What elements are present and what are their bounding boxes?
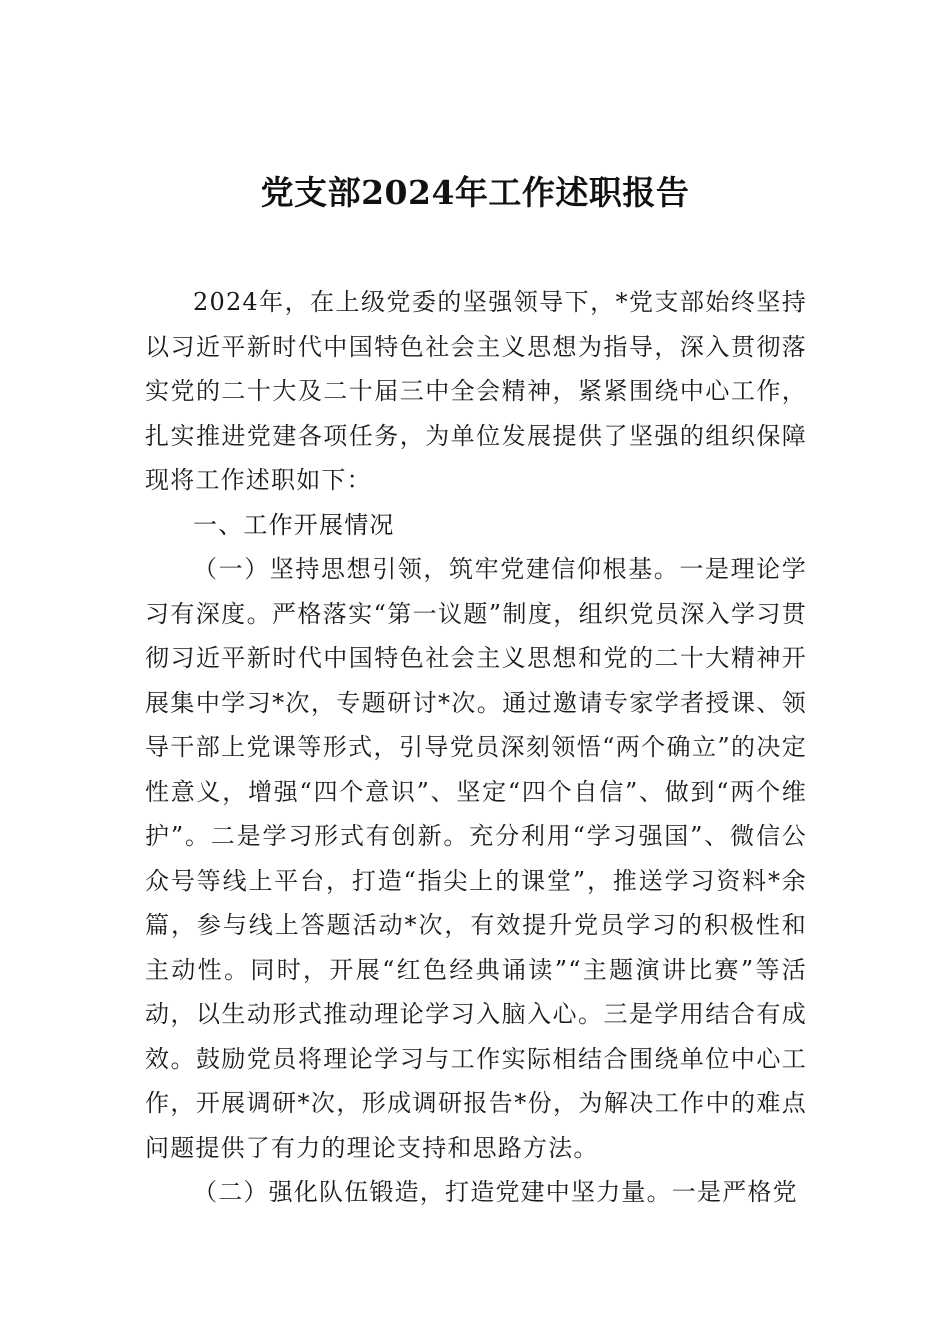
intro-paragraph: 2024年，在上级党委的坚强领导下，*党支部始终坚持以习近平新时代中国特色社会主义思想为指导，深入贯彻落实党的二十大及二十届三中全会精神，紧紧围绕中心工作，扎实推进党建各项任务，为单位发展提供了坚强的组织保障现将工作述职如下：	[145, 288, 807, 494]
document-body	[145, 280, 807, 1215]
paragraph-ideological-guidance: （一）坚持思想引领，筑牢党建信仰根基。一是理论学习有深度。严格落实“第一议题”制度，组织党员深入学习贯彻习近平新时代中国特色社会主义思想和党的二十大精神开展集中学习*次，专题研讨*次。通过邀请专家学者授课、领导干部上党课等形式，引导党员深刻领悟“两个确立”的决定性意义，增强“四个意识”、坚定“四个自信”、做到“两个维护”。二是学习形式有创新。充分利用“学习强国”、微信公众号等线上平台，打造“指尖上的课堂”，推送学习资料*余篇，参与线上答题活动*次，有效提升党员学习的积极性和主动性。同时，开展“红色经典诵读”“主题演讲比赛”等活动，以生动形式推动理论学习入脑入心。三是学用结合有成效。鼓励党员将理论学习与工作实际相结合围绕单位中心工作，开展调研*次，形成调研报告*份，为解决工作中的难点问题提供了有力的理论支持和思路方法。	[145, 555, 807, 1162]
document-title: 党支部2024年工作述职报告	[260, 173, 690, 212]
paragraph-team-building: （二）强化队伍锻造，打造党建中坚力量。一是严格党	[193, 1178, 798, 1206]
section-heading-work-progress: 一、工作开展情况	[193, 510, 395, 539]
